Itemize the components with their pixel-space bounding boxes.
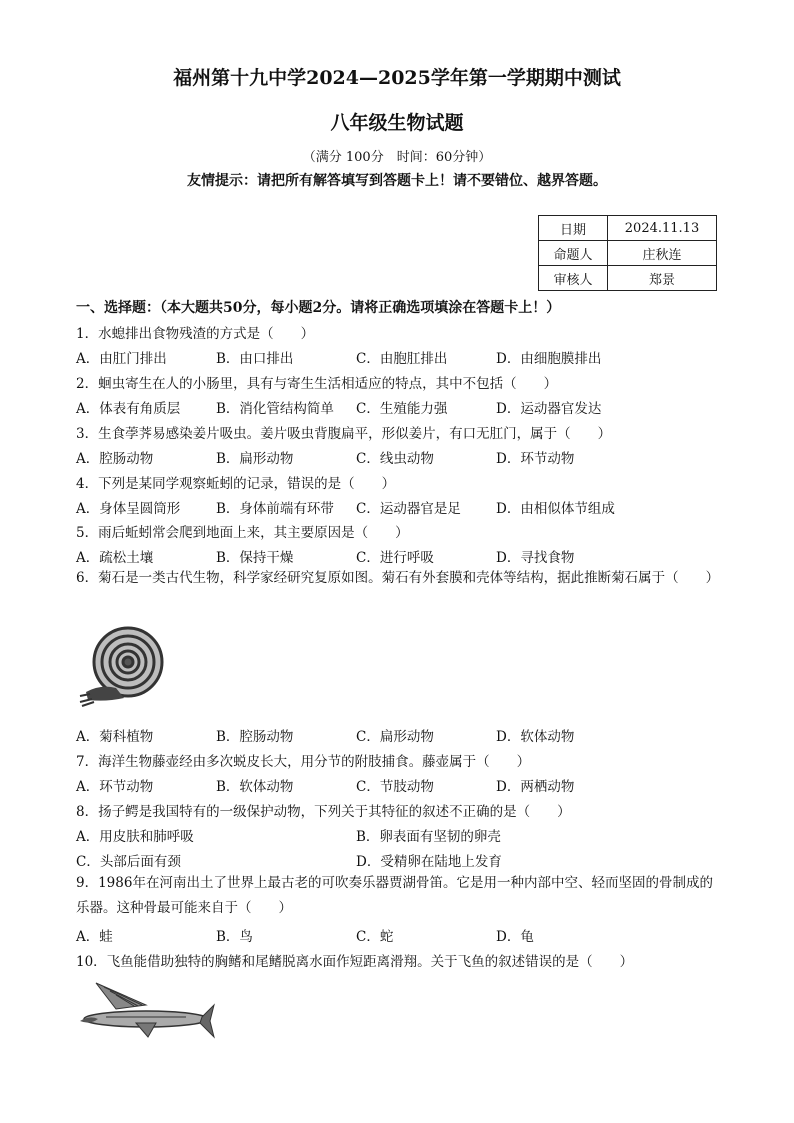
option-a: A．用皮肤和肺呼吸: [76, 829, 194, 845]
exam-title: 福州第十九中学2024—2025学年第一学期期中测试: [173, 67, 621, 89]
option-a: A．菊科植物: [76, 729, 154, 745]
question-stem: 7．海洋生物藤壶经由多次蜕皮长大，用分节的附肢捕食。藤壶属于（ ）: [76, 754, 531, 770]
exam-subtitle: 八年级生物试题: [330, 112, 464, 134]
info-value: 郑景: [608, 266, 717, 291]
option-d: D．两栖动物: [496, 779, 575, 795]
info-row: [539, 216, 717, 241]
option-c: C．进行呼吸: [356, 550, 434, 566]
option-c: C．由胞肛排出: [356, 351, 448, 367]
option-b: B．鸟: [216, 929, 253, 945]
option-a: A．由肛门排出: [76, 351, 167, 367]
exam-tip: 友情提示：请把所有解答填写到答题卡上！请不要错位、越界答题。: [187, 173, 607, 189]
question-stem: 3．生食荸荠易感染姜片吸虫。姜片吸虫背腹扁平，形似姜片，有口无肛门，属于（ ）: [76, 426, 612, 442]
option-a: A．腔肠动物: [76, 451, 154, 467]
info-label: 命题人: [539, 241, 608, 266]
option-c: C．节肢动物: [356, 779, 434, 795]
option-b: B．软体动物: [216, 779, 294, 795]
question-stem: 10．飞鱼能借助独特的胸鳍和尾鳍脱离水面作短距离滑翔。关于飞鱼的叙述错误的是（ ）: [76, 954, 634, 970]
option-b: B．身体前端有环带: [216, 501, 334, 517]
option-d: D．环节动物: [496, 451, 575, 467]
option-c: C．运动器官是足: [356, 501, 461, 517]
info-row: [539, 241, 717, 266]
option-b: B．消化管结构简单: [216, 401, 334, 417]
info-value: 2024.11.13: [608, 216, 717, 241]
option-c: C．生殖能力强: [356, 401, 448, 417]
option-d: D．软体动物: [496, 729, 575, 745]
option-c: C．蛇: [356, 929, 394, 945]
flying-fish-image: [76, 975, 216, 1049]
question-stem: 5．雨后蚯蚓常会爬到地面上来，其主要原因是（ ）: [76, 525, 409, 541]
option-b: B．腔肠动物: [216, 729, 294, 745]
section-heading: 一、选择题：（本大题共50分，每小题2分。请将正确选项填涂在答题卡上！）: [76, 300, 561, 316]
option-b: B．由口排出: [216, 351, 294, 367]
info-row: [539, 266, 717, 291]
option-b: B．保持干燥: [216, 550, 294, 566]
option-c: C．线虫动物: [356, 451, 434, 467]
question-stem: 4．下列是某同学观察蚯蚓的记录，错误的是（ ）: [76, 476, 396, 492]
info-value: 庄秋连: [608, 241, 717, 266]
info-label: 日期: [539, 216, 608, 241]
question-stem: 9．1986年在河南出土了世界上最古老的可吹奏乐器贾湖骨笛。它是用一种内部中空、轻而坚固的骨制成的乐器。这种骨最可能来自于（ ）: [76, 875, 713, 916]
option-b: B．扁形动物: [216, 451, 294, 467]
info-label: 审核人: [539, 266, 608, 291]
option-d: D．由相似体节组成: [496, 501, 615, 517]
option-b: B．卵表面有坚韧的卵壳: [356, 829, 501, 845]
option-a: A．身体呈圆筒形: [76, 501, 181, 517]
option-d: D．龟: [496, 929, 534, 945]
option-c: C．头部后面有颈: [76, 854, 181, 870]
option-d: D．寻找食物: [496, 550, 575, 566]
question-stem: 8．扬子鳄是我国特有的一级保护动物，下列关于其特征的叙述不正确的是（ ）: [76, 804, 571, 820]
option-d: D．由细胞膜排出: [496, 351, 602, 367]
question-stem: 6．菊石是一类古代生物，科学家经研究复原如图。菊石有外套膜和壳体等结构，据此推断菊石属于（ ）: [76, 570, 720, 586]
exam-meta: （满分 100分 时间：60分钟）: [302, 150, 492, 165]
option-a: A．体表有角质层: [76, 401, 181, 417]
option-c: C．扁形动物: [356, 729, 434, 745]
info-table: [538, 215, 717, 291]
question-stem: 1．水螅排出食物残渣的方式是（ ）: [76, 326, 315, 342]
option-a: A．蛙: [76, 929, 113, 945]
option-a: A．环节动物: [76, 779, 154, 795]
option-d: D．受精卵在陆地上发育: [356, 854, 502, 870]
ammonite-image: [76, 622, 166, 714]
option-d: D．运动器官发达: [496, 401, 602, 417]
question-stem: 2．蛔虫寄生在人的小肠里，具有与寄生生活相适应的特点，其中不包括（ ）: [76, 376, 558, 392]
option-a: A．疏松土壤: [76, 550, 154, 566]
